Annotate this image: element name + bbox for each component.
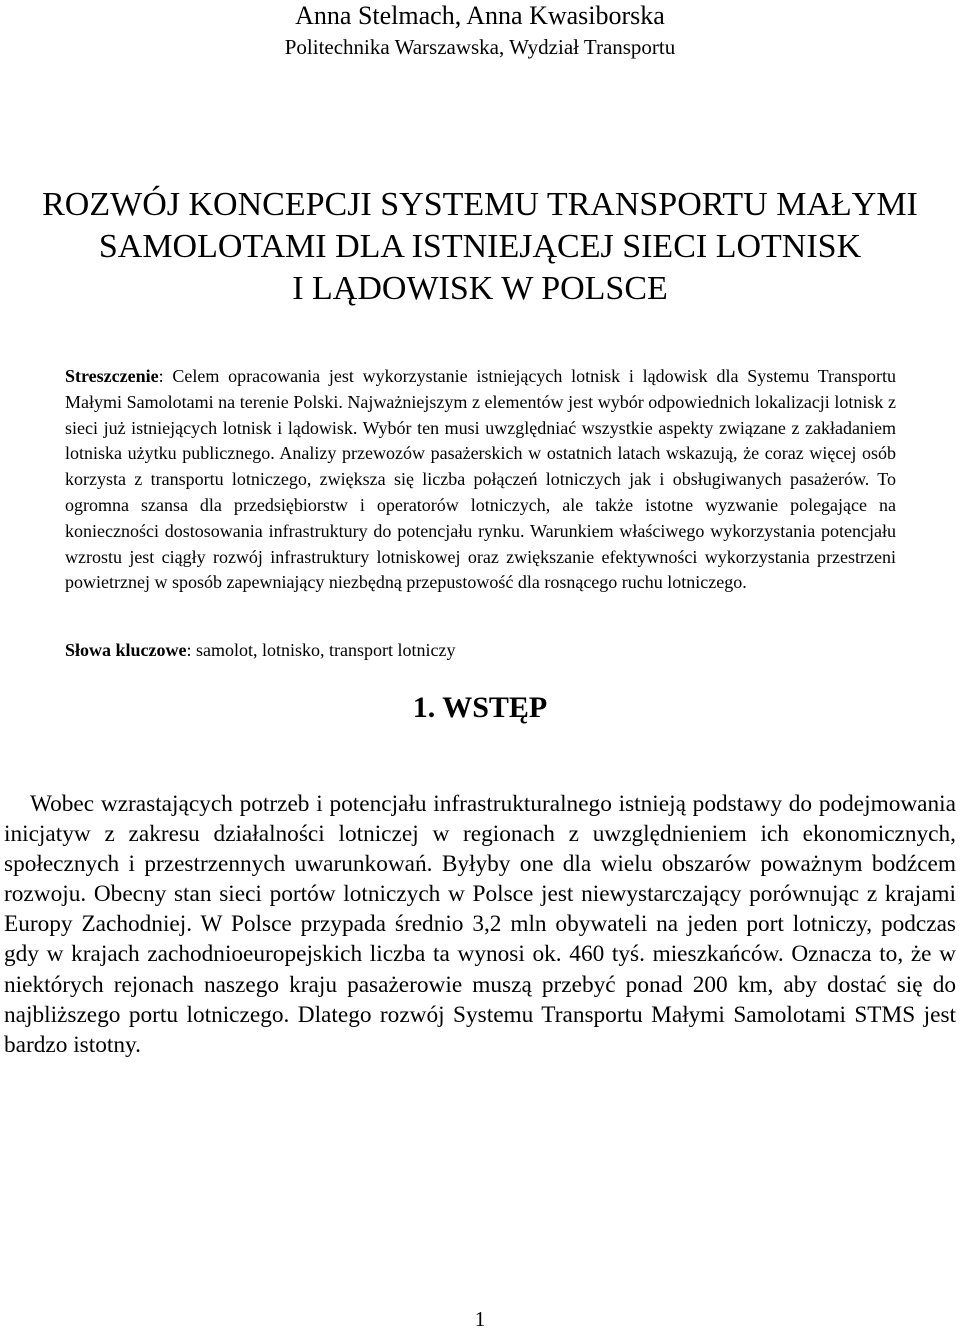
section-heading: 1. WSTĘP (412, 691, 548, 724)
authors: Anna Stelmach, Anna Kwasiborska (295, 1, 665, 30)
abstract-text: : Celem opracowania jest wykorzystanie istniejących lotnisk i lądowisk dla Systemu Transportu Małymi Samolotami na terenie Polski. Najważniejszym z elementów jest wybór odpowiednich lokalizacji lotnisk z sieci już istniejących lotnisk i lądowisk. Wybór ten musi uwzględniać wszystkie aspekty związane z zakładaniem lotniska użytku publicznego. Analizy przewozów pasażerskich w ostatnich latach wskazują, że coraz więcej osób korzysta z transportu lotniczego, zwiększa się liczba połączeń lotniczych jak i obsługiwanych pasażerów. To ogromna szansa dla przedsiębiorstw i operatorów lotniczych, ale także istotne wyzwanie polegające na konieczności dostosowania infrastruktury do potencjału rynku. Warunkiem właściwego wykorzystania potencjału wzrostu jest ciągły rozwój infrastruktury lotniskowej oraz zwiększanie efektywności wykorzystania przestrzeni powietrznej w sposób zapewniający niezbędną przepustowość dla rosnącego ruchu lotniczego. (65, 366, 896, 593)
abstract (65, 364, 896, 596)
affiliation: Politechnika Warszawska, Wydział Transportu (284, 35, 676, 59)
page-number: 1 (474, 1307, 486, 1331)
title-line-1: ROZWÓJ KONCEPCJI SYSTEMU TRANSPORTU MAŁYMI (42, 186, 918, 223)
keywords (65, 638, 896, 664)
paper-title (0, 184, 960, 310)
introduction-paragraph: Wobec wzrastających potrzeb i potencjału infrastrukturalnego istnieją podstawy do podejmowania inicjatyw z zakresu działalności lotniczej w regionach z uwzględnieniem ich ekonomicznych, społecznych i przestrzennych uwarunkowań. Byłyby one dla wielu obszarów poważnym bodźcem rozwoju. Obecny stan sieci portów lotniczych w Polsce jest niewystarczający porównując z krajami Europy Zachodniej. W Polsce przypada średnio 3,2 mln obywateli na jeden port lotniczy, podczas gdy w krajach zachodnioeuropejskich liczba ta wynosi ok. 460 tyś. mieszkańców. Oznacza to, że w niektórych rejonach naszego kraju pasażerowie muszą przebyć ponad 200 km, aby dostać się do najbliższego portu lotniczego. Dlatego rozwój Systemu Transportu Małymi Samolotami STMS jest bardzo istotny. (4, 791, 956, 1058)
title-line-2: SAMOLOTAMI DLA ISTNIEJĄCEJ SIECI LOTNISK (98, 228, 862, 265)
abstract-label: Streszczenie (65, 366, 159, 386)
keywords-text: : samolot, lotnisko, transport lotniczy (186, 640, 456, 660)
keywords-label: Słowa kluczowe (65, 640, 187, 660)
title-line-3: I LĄDOWISK W POLSCE (292, 270, 668, 307)
